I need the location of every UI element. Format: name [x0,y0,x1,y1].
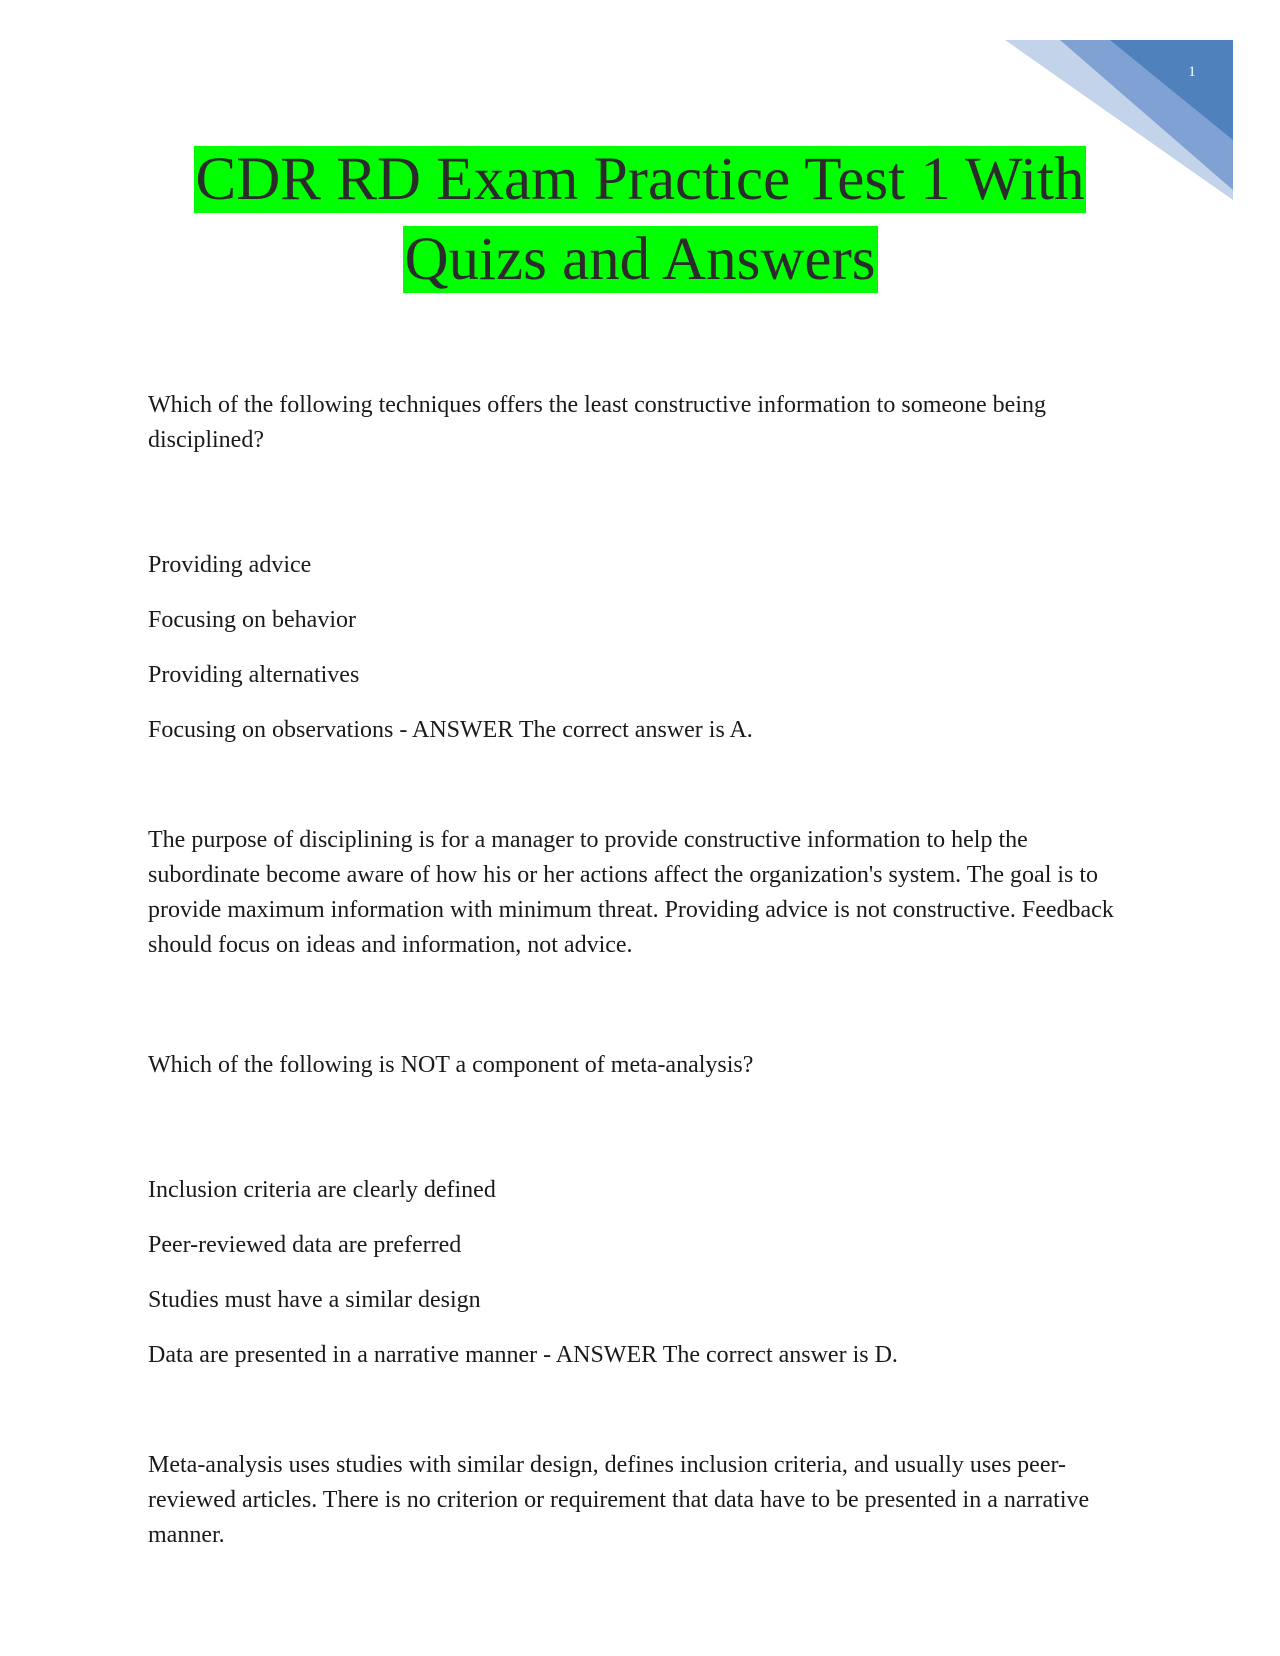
document-title [140,140,1140,300]
question-1-text: Which of the following techniques offers the least constructive information to someone being disciplined? [148,392,1046,453]
title-line-1: CDR RD Exam Practice Test 1 With [195,146,1085,213]
question-2-option-a: Inclusion criteria are clearly defined [148,1177,496,1203]
question-2-explanation: Meta-analysis uses studies with similar design, defines inclusion criteria, and usually uses peer-reviewed articles. There is no criterion or requirement that data have to be presented in a narrative manner. [148,1452,1090,1548]
question-1-explanation: The purpose of disciplining is for a manager to provide constructive information to help the subordinate become aware of how his or her actions affect the organization's system. The goal is to provide maximum information with minimum threat. Providing advice is not constructive. Feedback should focus on ideas and information, not advice. [148,827,1114,958]
document-content [148,388,1138,1638]
question-2-option-d: Data are presented in a narrative manner - ANSWER The correct answer is D. [148,1342,898,1368]
page-number: 1 [1188,64,1196,80]
title-line-2: Quizs and Answers [404,226,876,293]
question-1-option-b: Focusing on behavior [148,607,356,633]
question-2-option-b: Peer-reviewed data are preferred [148,1232,462,1258]
question-1-option-d: Focusing on observations - ANSWER The correct answer is A. [148,717,753,743]
question-1-option-a: Providing advice [148,552,312,578]
question-2-option-c: Studies must have a similar design [148,1287,481,1313]
question-2-text: Which of the following is NOT a component of meta-analysis? [148,1052,754,1078]
question-1-option-c: Providing alternatives [148,662,360,688]
